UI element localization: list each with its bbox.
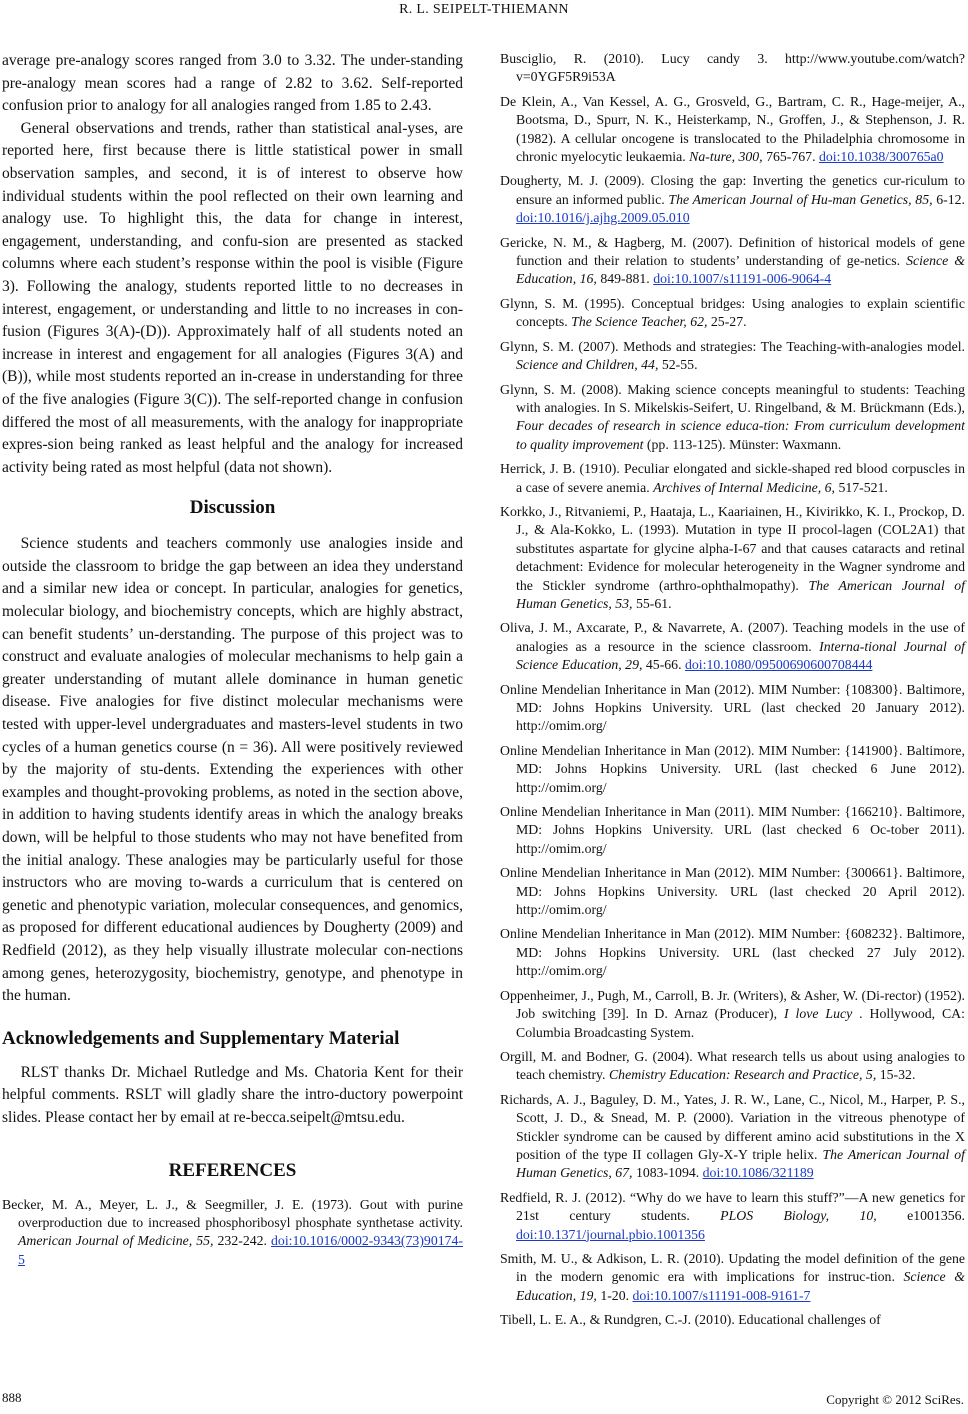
reference-pages: e1001356.	[907, 1208, 965, 1224]
reference-entry	[500, 1189, 965, 1244]
reference-text: Smith, M. U., & Adkison, L. R. (2010). Updating the model definition of the gene in the modern genomic era with implications for instruc-tion.	[500, 1250, 965, 1285]
reference-text: Orgill, M. and Bodner, G. (2004). What research tells us about using analogies to teach chemistry.	[500, 1048, 965, 1083]
reference-journal: American Journal of Medicine, 55,	[18, 1233, 214, 1249]
references-heading: REFERENCES	[168, 1159, 297, 1181]
reference-pages: 765-767.	[766, 149, 816, 165]
reference-entry	[500, 338, 965, 375]
doi-link[interactable]: doi:10.1007/s11191-008-9161-7	[632, 1287, 811, 1303]
acknowledgements-paragraph: RLST thanks Dr. Michael Rutledge and Ms. Chatoria Kent for their helpful comments. RSLT will gladly share the intro-ductory powerpoint slides. Please contact her by email at re-becca.seipelt@mtsu.edu.	[2, 1063, 463, 1126]
reference-text: Glynn, S. M. (2007). Methods and strategies: The Teaching-with-analogies model.	[500, 338, 965, 354]
reference-text: Gericke, N. M., & Hagberg, M. (2007). Definition of historical models of gene function and their relation to students’ understanding of ge-netics.	[500, 234, 965, 269]
reference-text: Redfield, R. J. (2012). “Why do we have to learn this stuff?”—A new genetics for 21st century students.	[500, 1189, 965, 1224]
reference-text: Glynn, S. M. (1995). Conceptual bridges: Using analogies to explain scientific concepts.	[500, 295, 965, 330]
reference-entry	[500, 234, 965, 289]
reference-entry	[500, 1311, 965, 1329]
reference-journal: Archives of Internal Medicine, 6,	[653, 479, 835, 495]
reference-pages: 849-881.	[600, 271, 650, 287]
reference-text: Korkko, J., Ritvaniemi, P., Haataja, L., Kaariainen, H., Kivirikko, K. I., Prockop, D. J., & Ala-Kokko, L. (1993). Mutation in type II procol-lagen (COL2A1) that substitutes aspartate for glycine alpha-I-67 and that causes cataracts and retinal detachment: Evidence for molecular heterogeneity in the Wagner syndrome and the Stickler syndrome (arthro-ophthalmopathy).	[500, 503, 965, 593]
reference-entry	[500, 987, 965, 1042]
reference-entry	[500, 1250, 965, 1305]
body-paragraph: General observations and trends, rather than statistical anal-yses, are reported here, first because there is little statistical power in small observation samples, and second, it is of interest to observe how individual students within the pool reflected on their own learning and analogy use. To highlight this, the data for change in interest, engagement, understanding, and confu-sion are presented as stacked columns where each student’s response within the pool is visible (Figure 3). Following the analogy, students reported little to no decreases in interest, engagement, or understanding and little to no increases in con-fusion (Figures 3(A)-(D)). Approximately half of all students noted an increase in interest and engagement for all analogies (Figures 3(A) and (B)), while most students reported an in-crease in understanding for three of the five analogies (Figure 3(C)). The self-reported change in confusion differed the most of all measurements, with the analogy for inappropriate expres-sion being ranked as least helpful and the analogy for increased activity being rated as most helpful (data not shown).	[2, 119, 463, 476]
reference-text: Oppenheimer, J., Pugh, M., Carroll, B. Jr. (Writers), & Asher, W. (Di-rector) (1952). Job switching [39]. In D. Arnaz (Producer),	[500, 987, 965, 1022]
reference-pages: 517-521.	[838, 479, 888, 495]
reference-text: Oliva, J. M., Axcarate, P., & Navarrete, A. (2007). Teaching models in the use of analogies as a resource in the science classroom.	[500, 620, 965, 654]
reference-entry	[500, 742, 965, 797]
reference-journal: PLOS Biology, 10,	[720, 1208, 877, 1224]
reference-entry	[2, 1196, 463, 1270]
reference-text: Tibell, L. E. A., & Rundgren, C.-J. (2010). Educational challenges of	[500, 1312, 881, 1328]
reference-entry	[500, 460, 965, 497]
reference-entry	[500, 172, 965, 227]
reference-pages: 1-20.	[600, 1287, 630, 1303]
reference-text: Dougherty, M. J. (2009). Closing the gap: Inverting the genetics cur-riculum to ensure an informed public.	[500, 173, 965, 207]
reference-entry	[500, 503, 965, 613]
reference-text: Richards, A. J., Baguley, D. M., Yates, J. R. W., Lane, C., Nicol, M., Harper, P. S., Scott, J. D., & Snead, M. P. (2000). Variation in the vitreous phenotype of Stickler syndrome can be caused by different amino acid substitutions in the X position of the type II collagen Gly-X-Y triple helix.	[500, 1091, 965, 1162]
reference-text: Herrick, J. B. (1910). Peculiar elongated and sickle-shaped red blood corpuscles in a case of severe anemia.	[500, 461, 965, 495]
discussion-heading: Discussion	[189, 497, 276, 519]
reference-text: Becker, M. A., Meyer, L. J., & Seegmiller, J. E. (1973). Gout with purine overproduction due to increased phosphoribosyl phosphate synthetase activity.	[2, 1196, 463, 1230]
reference-entry	[500, 925, 965, 980]
doi-link[interactable]: doi:10.1086/321189	[702, 1165, 814, 1181]
body-paragraph: average pre-analogy scores ranged from 3.0 to 3.32. The under-standing pre-analogy mean scores had a range of 2.82 to 3.62. Self-reported confusion prior to analogy for all analogies ranged from 1.85 to 2.43.	[2, 52, 463, 115]
reference-entry	[500, 803, 965, 858]
acknowledgements-heading: Acknowledgements and Supplementary Material	[2, 1027, 400, 1049]
doi-link[interactable]: doi:10.1371/journal.pbio.1001356	[516, 1226, 705, 1242]
discussion-paragraph: Science students and teachers commonly use analogies inside and outside the classroom to bridge the gap between an idea they understand and a similar new idea or concept. In particular, analogies for genetics, molecular biology, and biochemistry concepts, which are highly abstract, can benefit students’ un-derstanding. The purpose of this project was to construct and evaluate analogies of molecular mechanisms to help gain a greater understanding of mutant allele dominance in human genetic disease. Five analogies for five distinct molecular mechanisms were tested with upper-level undergraduates and masters-level students in two cycles of a human genetics course (n = 36). All were positively reviewed by the majority of stu-dents. Extending the experiences with other examples and thought-provoking problems, as noted in the section above, in addition to having students identify areas in which the analogy breaks down, will be helpful to those students who may not have benefited from the initial analogy. These analogies may be particularly useful for those instructors who are moving to-wards a curriculum that is centered on genetic and phenotypic variation, molecular consequences, and genomics, as proposed for different educational audiences by Dougherty (2009) and Redfield (2012), as they help visually illustrate molecular con-nections among genes, heterozygosity, biochemistry, genotype, and phenotype in the human.	[2, 535, 463, 1005]
reference-journal: Na-ture, 300,	[689, 149, 763, 165]
reference-entry	[500, 1048, 965, 1085]
reference-journal: Science & Education, 19,	[516, 1269, 966, 1303]
reference-pages: 232-242.	[217, 1233, 267, 1249]
reference-pages: (pp. 113-125). Münster: Waxmann.	[646, 436, 842, 452]
doi-link[interactable]: doi:10.1016/j.ajhg.2009.05.010	[516, 210, 690, 226]
reference-journal: Four decades of research in science educa-tion: From curriculum development to quality improvement	[516, 418, 965, 452]
reference-entry	[500, 864, 965, 919]
reference-journal: The American Journal of Human Genetics, 53,	[516, 577, 965, 611]
reference-text: Online Mendelian Inheritance in Man (2011). MIM Number: {166210}. Baltimore, MD: Johns Hopkins University. URL (last checked 6 Oc-tober 2011). http://omim.org/	[500, 804, 965, 856]
doi-link[interactable]: doi:10.1016/0002-9343(73)90174-5	[18, 1233, 464, 1267]
reference-entry	[500, 93, 965, 167]
reference-journal: Science & Education, 16,	[516, 253, 965, 287]
reference-entry	[500, 381, 965, 455]
reference-entry	[500, 50, 965, 87]
reference-pages: 15-32.	[879, 1067, 916, 1083]
reference-journal: The American Journal of Hu-man Genetics, 85,	[668, 191, 933, 207]
running-head: R. L. SEIPELT-THIEMANN	[399, 2, 569, 17]
doi-link[interactable]: doi:10.1038/300765a0	[818, 149, 944, 165]
reference-journal: The Science Teacher, 62,	[571, 314, 708, 330]
references-column	[500, 50, 965, 1336]
reference-pages: 1083-1094.	[635, 1165, 700, 1181]
reference-text: Online Mendelian Inheritance in Man (2012). MIM Number: {108300}. Baltimore, MD: Johns Hopkins University. URL (last checked 20 January 2012). http://omim.org/	[500, 681, 965, 734]
reference-pages: 52-55.	[661, 357, 698, 373]
reference-pages: 25-27.	[710, 314, 747, 330]
copyright-notice: Copyright © 2012 SciRes.	[826, 1392, 964, 1407]
reference-journal: Chemistry Education: Research and Practice, 5,	[608, 1067, 877, 1083]
reference-journal: The American Journal of Human Genetics, 67,	[516, 1146, 965, 1181]
page-number: 888	[2, 1390, 22, 1405]
doi-link[interactable]: doi:10.1080/09500690600708444	[684, 657, 873, 673]
reference-text: Busciglio, R. (2010). Lucy candy 3. http://www.youtube.com/watch?v=0YGF5R9i53A	[500, 51, 965, 85]
reference-pages: . Hollywood, CA: Columbia Broadcasting System.	[516, 1006, 965, 1040]
reference-pages: 45-66.	[645, 657, 682, 673]
reference-entry	[500, 681, 965, 736]
reference-entry	[500, 1091, 965, 1183]
reference-journal: Science and Children, 44,	[516, 357, 659, 373]
left-column	[2, 50, 463, 1275]
reference-text: Online Mendelian Inheritance in Man (2012). MIM Number: {608232}. Baltimore, MD: Johns Hopkins University. URL (last checked 27 July 2012). http://omim.org/	[500, 926, 965, 979]
reference-text: Online Mendelian Inheritance in Man (2012). MIM Number: {141900}. Baltimore, MD: Johns Hopkins University. URL (last checked 6 June 2012). http://omim.org/	[500, 742, 965, 795]
reference-text: De Klein, A., Van Kessel, A. G., Grosveld, G., Bartram, C. R., Hage-meijer, A., Bootsma, D., Spurr, N. K., Heisterkamp, N., Groffen, J., & Stephenson, J. R. (1982). A cellular oncogene is translocated to the Philadelphia chromosome in chronic myelocytic leukaemia.	[500, 93, 965, 165]
reference-text: Online Mendelian Inheritance in Man (2012). MIM Number: {300661}. Baltimore, MD: Johns Hopkins University. URL (last checked 20 April 2012). http://omim.org/	[500, 865, 965, 918]
reference-text: Glynn, S. M. (2008). Making science concepts meaningful to students: Teaching with analogies. In S. Mikelskis-Seifert, U. Ringelband, & M. Brückmann (Eds.),	[500, 381, 965, 415]
doi-link[interactable]: doi:10.1007/s11191-006-9064-4	[653, 271, 832, 287]
reference-pages: 55-61.	[635, 595, 672, 611]
reference-entry	[500, 619, 965, 674]
reference-journal: I love Lucy	[784, 1006, 853, 1022]
reference-entry	[500, 295, 965, 332]
reference-journal: Interna-tional Journal of Science Education, 29,	[516, 638, 965, 673]
reference-pages: 6-12.	[936, 191, 966, 207]
